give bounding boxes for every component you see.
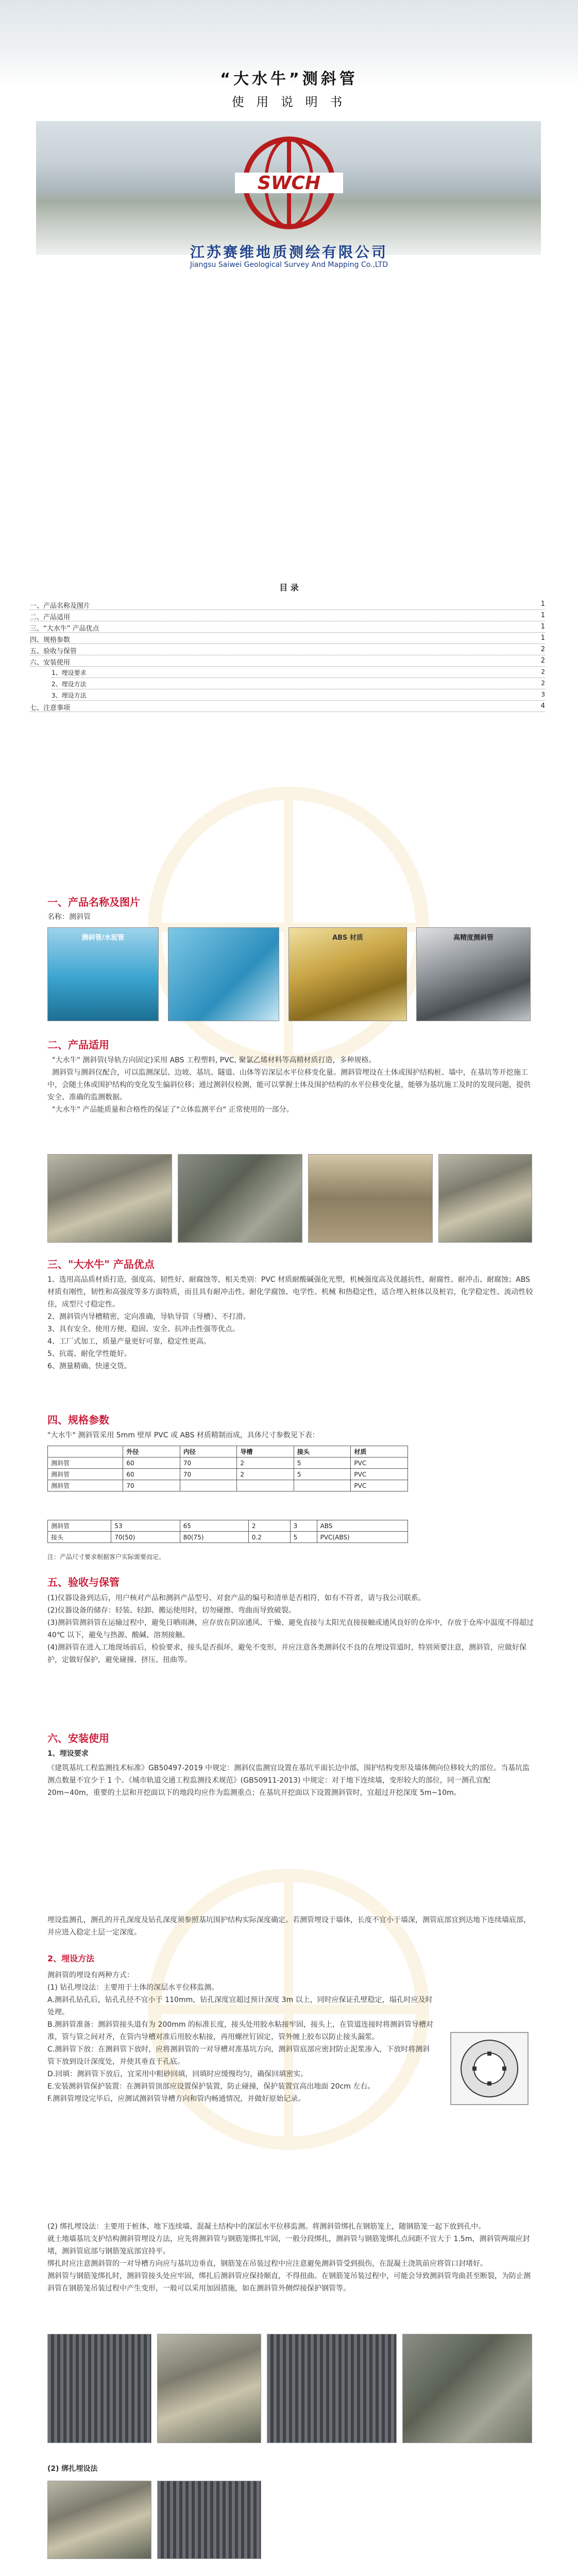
table-cell: 3 bbox=[290, 1520, 317, 1532]
install-photo-2 bbox=[157, 2481, 261, 2559]
table-row bbox=[48, 1458, 408, 1469]
table-cell: 70 bbox=[123, 1480, 180, 1492]
photo-caption: 测斜管/水泥管 bbox=[81, 934, 125, 942]
cover-title: “大水牛”测斜管 bbox=[220, 70, 358, 88]
table-cell: 70 bbox=[180, 1458, 237, 1469]
rebar-photo-2 bbox=[157, 2334, 261, 2443]
logo-text: SWCH bbox=[257, 173, 321, 194]
table-header-row bbox=[48, 1446, 408, 1458]
table-cell: 5 bbox=[294, 1469, 351, 1480]
toc-item-page: 2 bbox=[540, 657, 545, 665]
table-cell: 5 bbox=[290, 1532, 317, 1543]
table-cell bbox=[180, 1480, 237, 1492]
site-photo-4 bbox=[438, 1154, 532, 1243]
install-photo-1 bbox=[47, 2481, 151, 2559]
table-cell: 测斜管 bbox=[48, 1520, 111, 1532]
table-cell: 60 bbox=[123, 1458, 180, 1469]
site-photo-1 bbox=[47, 1154, 172, 1243]
table-row bbox=[48, 1520, 408, 1532]
toc-item-label: 一、产品名称及图片 bbox=[30, 602, 91, 610]
table-header-cell: 外径 bbox=[123, 1446, 180, 1458]
cover-subtitle: 使 用 说 明 书 bbox=[231, 95, 347, 109]
toc-item-label: 五、验收与保管 bbox=[30, 648, 77, 655]
toc-item[interactable] bbox=[30, 634, 545, 644]
toc-item-page: 2 bbox=[541, 668, 545, 675]
section-6-text3: 测斜管的埋设有两种方式： (1) 钻孔埋设法：主要用于土体的深层水平位移监测。 A.测斜孔钻孔后，钻孔孔径不宜小于 110mm，钻孔深度宜超过预计深度 3m 以上，同时应保证孔壁稳定，塌孔时应及时处理。 B.测斜管准备：测斜管接头道有为 200mm 的标准长度，接头处用胶水粘接牢固，接头上，在管道连接时将测斜管导槽对准，管与管之间对齐，在管内导槽对准后用胶水粘接，再用螺丝钉固定，管外缠上胶布以防止接头漏浆。 C.测斜管下放：在测斜管下放时，应将测斜管的一对导槽对准基坑方向，测斜管底部应密封防止泥浆渗入，下放时将测斜管下放到设计深度处，并使其垂直于孔底。 D.回填：测斜管下放后，宜采用中粗砂回填，回填时应缓慢均匀，确保回填密实。 E.安装测斜管保护装置：在测斜管顶部应设置保护装置，防止碰撞，保护装置宜高出地面 20cm 左右。 F.测斜管埋设完毕后，应测试测斜管导槽方向和管内畅通情况，并做好原始记录。 bbox=[47, 1971, 433, 2103]
spec-table-note: 注：产品尺寸要求根据客户实际需要而定。 bbox=[47, 1553, 165, 1561]
toc-item-page: 1 bbox=[540, 634, 545, 642]
company-logo bbox=[225, 131, 353, 234]
table-cell: 70(50) bbox=[111, 1532, 180, 1543]
site-photo-2 bbox=[178, 1154, 302, 1243]
section-6-sub2: 2、埋设方法 bbox=[47, 1954, 95, 1963]
table-cell: 2 bbox=[248, 1520, 290, 1532]
table-cell: 5 bbox=[294, 1458, 351, 1469]
table-cell: 测斜管 bbox=[48, 1458, 123, 1469]
toc-item-label: 六、安装使用 bbox=[30, 659, 71, 667]
section-2-text: "大水牛" 测斜管(导轨方向固定)采用 ABS 工程塑料, PVC, 聚氯乙烯材料等高精材质打造，多种规格。 测斜管与测斜仪配合，可以监测深层、边坡、基坑、隧道、山体等岩深层水平位移变化量。测斜管埋设在土体或围护结构桩、墙中，在基坑等开挖施工中，会随土体或围护结构的变化发生偏斜位移；通过测斜仪检测，能可以掌握土体及围护结构的水平位移变化量，能够为基坑施工及时的发现问题，提供安全、准确的监测数据。 "大水牛" 产品能质量和合格性的保证了"立体监测平台" 正常使用的一部分。 bbox=[47, 1056, 531, 1114]
product-photo-1 bbox=[47, 927, 159, 1021]
product-photo-4 bbox=[416, 927, 531, 1021]
table-cell: 60 bbox=[123, 1469, 180, 1480]
toc-item-label: 二、产品适用 bbox=[30, 614, 71, 621]
table-cell: 接头 bbox=[48, 1532, 111, 1543]
table-cell: 70 bbox=[180, 1469, 237, 1480]
toc-item-page: 1 bbox=[540, 612, 545, 619]
section-6-title: 六、安装使用 bbox=[47, 1732, 109, 1744]
table-cell bbox=[237, 1480, 294, 1492]
table-cell: 测斜管 bbox=[48, 1469, 123, 1480]
section-2-title: 二、产品适用 bbox=[47, 1039, 109, 1051]
photo-caption: ABS 材质 bbox=[332, 934, 363, 942]
table-cell: 80(75) bbox=[180, 1532, 248, 1543]
table-header-cell bbox=[48, 1446, 123, 1458]
borehole-diagram bbox=[448, 2030, 531, 2107]
toc-item-page: 3 bbox=[541, 691, 545, 698]
toc-item-label: 三、“大水牛” 产品优点 bbox=[30, 625, 99, 633]
toc-item[interactable] bbox=[30, 612, 545, 621]
table-row bbox=[48, 1532, 408, 1543]
toc-item[interactable] bbox=[30, 702, 545, 712]
section-6-sub1: 1、埋设要求 bbox=[47, 1750, 89, 1758]
toc-item[interactable] bbox=[52, 680, 545, 689]
rebar-photo-4 bbox=[402, 2334, 532, 2443]
rebar-photo-1 bbox=[47, 2334, 151, 2443]
table-cell: PVC bbox=[351, 1480, 408, 1492]
toc-item-page: 1 bbox=[540, 623, 545, 631]
toc-item-label: 七、注意事项 bbox=[30, 704, 71, 712]
table-cell: 53 bbox=[111, 1520, 180, 1532]
table-cell: 2 bbox=[237, 1458, 294, 1469]
section-6-text4: (2) 绑扎埋设法：主要用于桩体、地下连续墙、混凝土结构中的深层水平位移监测。将测斜管绑扎在钢筋笼上，随钢筋笼一起下放到孔中。 就土地墙基坑支护结构测斜管埋设方法，应先将测斜管与钢筋笼绑扎牢固，一般分段绑扎，测斜管与钢筋笼绑扎点间距不宜大于 1.5m，测斜管两端应封堵，测斜管底部与钢筋笼底部宜持平。 绑扎时应注意测斜管的一对导槽方向应与基坑边垂直，钢筋笼在吊装过程中应注意避免测斜管受到损伤，在混凝土浇筑前应将管口封堵好。 测斜管与钢筋笼绑扎时，测斜管接头处应牢固，绑扎后测斜管应保持顺直，不得扭曲。在钢筋笼吊装过程中，可能会导致测斜管弯曲甚至断裂，为防止测斜管在钢筋笼吊装过程中产生变形，一般可以采用加固措施，如在测斜管外侧焊接保护钢管等。 bbox=[47, 2223, 531, 2293]
toc-item[interactable] bbox=[30, 657, 545, 667]
table-header-cell: 接头 bbox=[294, 1446, 351, 1458]
company-name-cn: 江苏赛维地质测绘有限公司 bbox=[190, 244, 388, 261]
toc-item-label: 2、埋设方法 bbox=[52, 681, 87, 688]
section-7-sub3: (2) 绑扎埋设法 bbox=[47, 2465, 98, 2473]
table-cell: PVC bbox=[351, 1458, 408, 1469]
section-1-title: 一、产品名称及图片 bbox=[47, 896, 140, 908]
table-row bbox=[48, 1480, 408, 1492]
toc-item-label: 四、规格参数 bbox=[30, 636, 71, 644]
product-photo-3 bbox=[288, 927, 407, 1021]
table-header-cell: 内径 bbox=[180, 1446, 237, 1458]
section-4-title: 四、规格参数 bbox=[47, 1414, 109, 1426]
table-cell bbox=[294, 1480, 351, 1492]
section-5-title: 五、验收与保管 bbox=[47, 1576, 120, 1588]
section-6-text2: 埋设监测孔，测孔的开孔深度及钻孔深度须参照基坑围护结构实际深度确定。若测管埋设于墙体，长度不宜小于墙深，测管底部宜到达地下连续墙底部，并应进入稳定土层一定深度。 bbox=[47, 1916, 531, 1937]
toc-item-page: 4 bbox=[540, 702, 545, 710]
toc-item[interactable] bbox=[52, 668, 545, 678]
photo-caption: 高精度测斜管 bbox=[453, 934, 494, 942]
table-cell: ABS bbox=[317, 1520, 407, 1532]
table-cell: PVC bbox=[351, 1469, 408, 1480]
table-cell: 0.2 bbox=[248, 1532, 290, 1543]
toc-item-page: 2 bbox=[540, 646, 545, 653]
toc-item-label: 3、埋设方法 bbox=[52, 692, 87, 699]
section-6-text1: 《建筑基坑工程监测技术标准》GB50497-2019 中规定：测斜仪监测宜设置在基坑平面长边中部，围护结构变形及墙体侧向位移较大的部位。当基坑监测点数量不宜少于 1 个。《城市轨道交通工程监测技术规范》(GB50911-2013) 中规定：对于地下连续墙，变形较大的部位，同一测孔宜配 20m~40m，重要的土层和开挖面以下的地段均应作为监测重点；在基坑开挖面以下设置测斜管时，宜超过开挖深度 5m~10m。 bbox=[47, 1764, 530, 1797]
table-header-cell: 导槽 bbox=[237, 1446, 294, 1458]
section-4-text: "大水牛" 测斜管采用 5mm 壁厚 PVC 或 ABS 材质精制而成，具体尺寸参数见下表： bbox=[47, 1431, 319, 1439]
toc-item-page: 1 bbox=[540, 600, 545, 608]
table-header-cell: 材质 bbox=[351, 1446, 408, 1458]
table-cell: 测斜管 bbox=[48, 1480, 123, 1492]
table-cell: PVC(ABS) bbox=[317, 1532, 407, 1543]
toc-item[interactable] bbox=[30, 646, 545, 655]
table-cell: 65 bbox=[180, 1520, 248, 1532]
toc-item[interactable] bbox=[52, 691, 545, 701]
spec-table-1 bbox=[47, 1446, 408, 1492]
section-3-text: 1、选用高品质材质打造，强度高、韧性好、耐腐蚀等，相关类别：PVC 材质耐酸碱强化光塑，机械强度高及优越抗性，耐腐性、耐冲击、耐腐蚀；ABS 材质有刚性，韧性和高强度等多方面特质，而且具有耐冲击性、耐化学腐蚀、电学性、机械 和热稳定性，适合埋入桩体以及桩岩，化学稳定性、流动性较佳，成型尺寸稳定性。 2、测斜管内导槽精密，定向准确，导轨导管（导槽）、不打滑。 3、具有安全、使用方便、稳固、安全、抗冲击性强等优点。 4、工厂式加工，质量产量更好可靠，稳定性更高。 5、抗震、耐化学性能好。 6、测量精确、快速交货。 bbox=[47, 1276, 533, 1370]
table-row bbox=[48, 1469, 408, 1480]
rebar-photo-3 bbox=[267, 2334, 397, 2443]
company-name-en: Jiangsu Saiwei Geological Survey And Mapping Co.,LTD bbox=[190, 261, 388, 269]
table-cell: 2 bbox=[237, 1469, 294, 1480]
spec-table-2 bbox=[47, 1520, 408, 1543]
toc-item-label: 1、埋设要求 bbox=[52, 669, 87, 676]
toc-item[interactable] bbox=[30, 600, 545, 610]
section-5-text: (1)仪器设备到达后，用户核对产品和测斜产品型号、对套产品的编号和清单是否相符，如有不符者，请与我公司联系。 (2)仪器设备的储存：轻装、轻卸、搬运使用时，切勿碰擦、弯曲而导致破裂。 (3)测斜管测斜管在运输过程中，避免日晒雨淋，应存放在阴凉通风、干燥、避免直接与太阳光直接接触或通风良好的仓库中，存放于仓库中温度不得超过 40℃ 以下，避免与热源、酸碱、溶剂接触。 (4)测斜管在进入工地现场前后，检验要求，接头是否损坏，避免不变形，并应注意各类测斜仪不良的在埋设管道时，特别须要注意，测斜管，应做好保护，定做好保护，避免碰撞、挤压、扭曲等。 bbox=[47, 1594, 534, 1664]
toc-item[interactable] bbox=[30, 623, 545, 633]
toc-item-page: 2 bbox=[541, 680, 545, 687]
toc-heading: 目 录 bbox=[279, 583, 299, 592]
section-3-title: 三、"大水牛" 产品优点 bbox=[47, 1258, 155, 1270]
site-photo-3 bbox=[308, 1154, 433, 1243]
product-name: 名称：测斜管 bbox=[47, 913, 91, 921]
product-photo-2 bbox=[168, 927, 279, 1021]
